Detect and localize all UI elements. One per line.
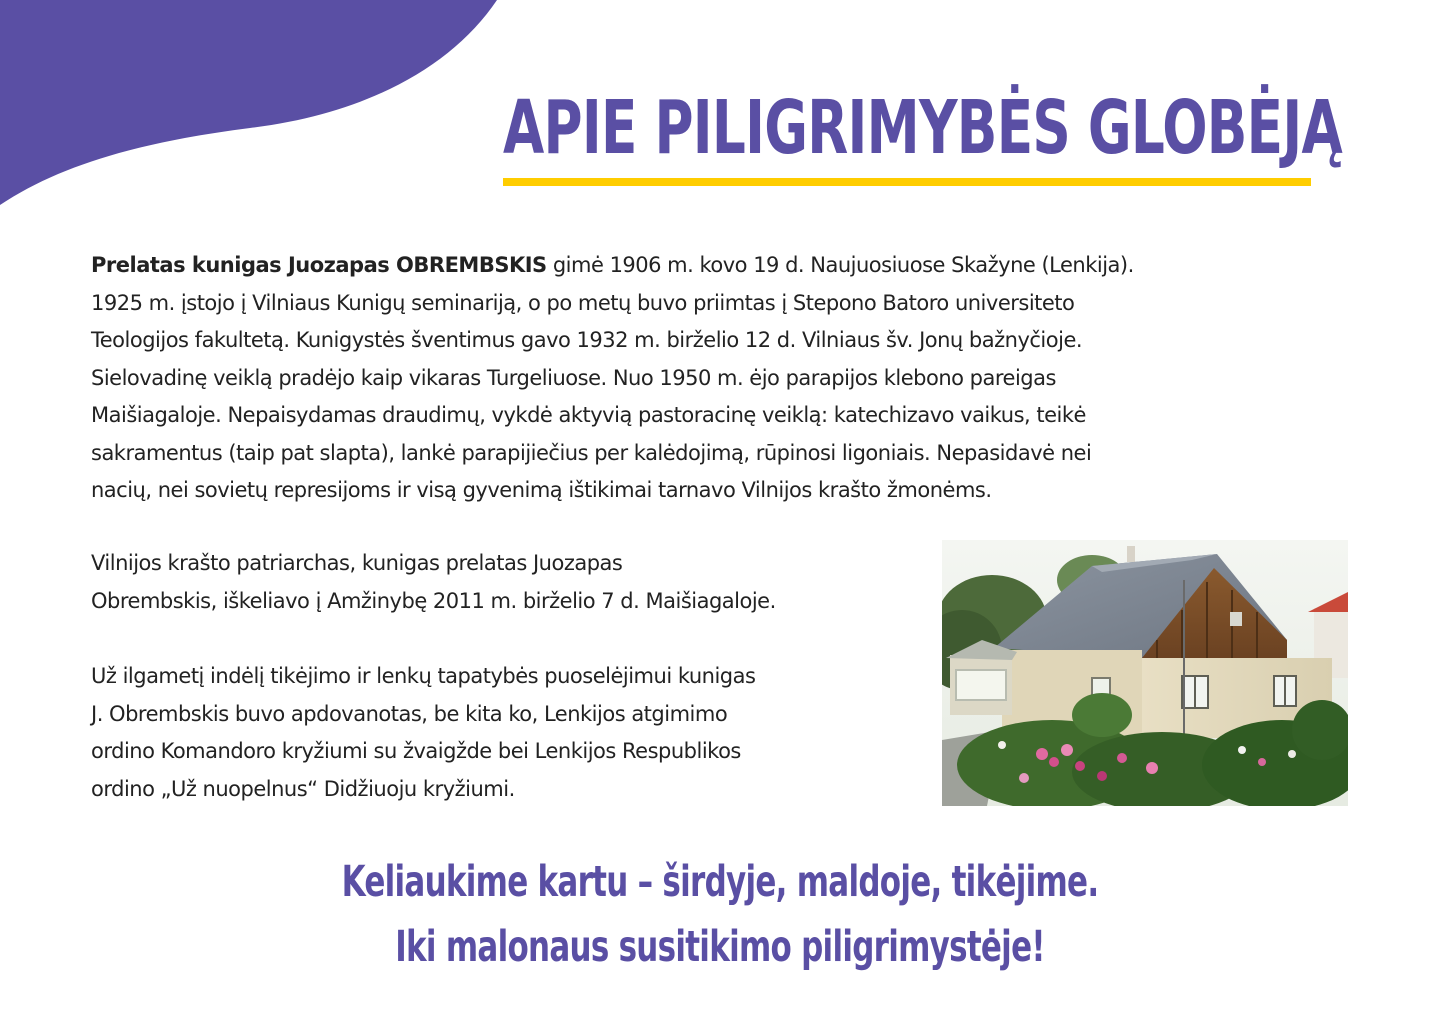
death-note-line-2: Obrembskis, iškeliavo į Amžinybę 2011 m. birželio 7 d. Maišiagaloje. (91, 588, 776, 613)
awards-line-1: Už ilgametį indėlį tikėjimo ir lenkų tapatybės puoselėjimui kunigas (91, 664, 756, 688)
biography-line-6: sakramentus (taip pat slapta), lankė parapijiečius per kalėdojimą, rūpinosi ligoniais. Nepasidavė nei (91, 440, 1092, 465)
house-photo (942, 540, 1348, 806)
biography-lead-name: Prelatas kunigas Juozapas OBREMBSKIS (91, 253, 547, 277)
awards-paragraph (91, 658, 931, 808)
house-illustration (942, 540, 1348, 806)
death-note-paragraph (91, 545, 931, 620)
biography-line-2: 1925 m. įstojo į Vilniaus Kunigų seminariją, o po metų buvo priimtas į Stepono Batoro universiteto (91, 290, 1075, 315)
title-underline (503, 178, 1311, 186)
biography-line-7: nacių, nei sovietų represijoms ir visą gyvenimą ištikimai tarnavo Vilnijos krašto žmonėms. (91, 478, 992, 502)
closing-message (0, 850, 1440, 980)
awards-line-3: ordino Komandoro kryžiumi su žvaigžde bei Lenkijos Respublikos (91, 739, 741, 763)
biography-line-4: Sielovadinę veiklą pradėjo kaip vikaras Turgeliuose. Nuo 1950 m. ėjo parapijos klebono pareigas (91, 365, 1056, 390)
awards-line-2: J. Obrembskis buvo apdovanotas, be kita ko, Lenkijos atgimimo (91, 701, 728, 726)
biography-paragraph (91, 247, 1351, 510)
biography-line-1 (91, 247, 1351, 285)
closing-line-1: Keliaukime kartu – širdyje, maldoje, tikėjime. (341, 857, 1099, 907)
biography-line-5: Maišiagaloje. Nepaisydamas draudimų, vykdė aktyvią pastoracinę veiklą: katechizavo vaikus, teikė (91, 403, 1086, 427)
awards-line-4: ordino „Už nuopelnus“ Didžiuoju kryžiumi. (91, 776, 515, 801)
biography-line-1-rest: gimė 1906 m. kovo 19 d. Naujuosiuose Skažyne (Lenkija). (546, 253, 1134, 277)
death-note-line-1: Vilnijos krašto patriarchas, kunigas prelatas Juozapas (91, 551, 623, 575)
page-title: APIE PILIGRIMYBĖS GLOBĖJĄ (503, 85, 1342, 171)
corner-wave-shape (0, 0, 500, 210)
biography-line-3: Teologijos fakultetą. Kunigystės šventimus gavo 1932 m. birželio 12 d. Vilniaus šv. Jonų bažnyčioje. (91, 328, 1083, 352)
closing-line-2: Iki malonaus susitikimo piligrimystėje! (395, 922, 1045, 972)
